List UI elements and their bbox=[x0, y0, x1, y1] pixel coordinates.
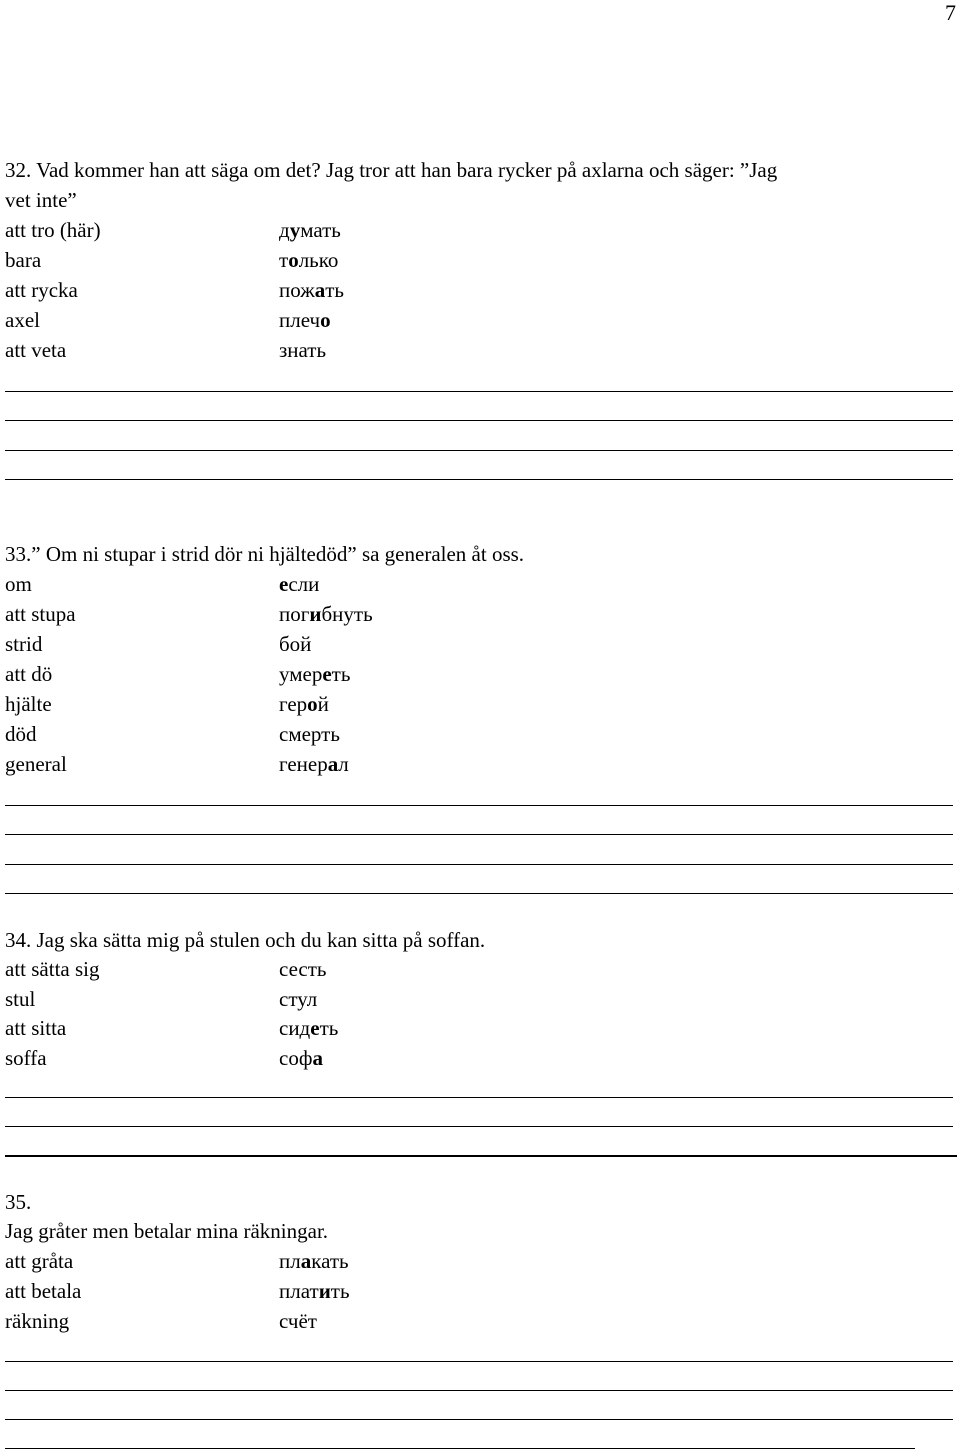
vocab-swedish-word: om bbox=[5, 572, 32, 596]
vocab-swedish-word: att dö bbox=[5, 662, 53, 686]
vocab-russian-word: софа bbox=[279, 1045, 323, 1070]
answer-line bbox=[5, 1126, 953, 1127]
vocab-russian-word: счёт bbox=[279, 1309, 317, 1333]
vocab-russian-word: платить bbox=[279, 1279, 350, 1303]
answer-line bbox=[5, 864, 953, 865]
vocab-swedish-word: att veta bbox=[5, 338, 67, 362]
vocab-russian-word: плечо bbox=[279, 308, 331, 332]
vocab-swedish-word: död bbox=[5, 722, 37, 746]
answer-line bbox=[5, 479, 953, 480]
vocab-swedish-word: räkning bbox=[5, 1309, 70, 1333]
vocab-swedish-word: axel bbox=[5, 308, 40, 332]
vocab-swedish-word: soffa bbox=[5, 1045, 47, 1070]
exercise-32-sentence-line-2: vet inte” bbox=[5, 188, 77, 212]
stressed-vowel: а bbox=[314, 278, 326, 302]
exercise-35-number: 35. bbox=[5, 1190, 32, 1214]
vocab-russian-word: думать bbox=[279, 218, 341, 242]
vocab-russian-word: плакать bbox=[279, 1249, 349, 1273]
vocab-swedish-word: stul bbox=[5, 986, 36, 1011]
vocab-swedish-word: strid bbox=[5, 632, 43, 656]
vocab-swedish-word: att tro (här) bbox=[5, 218, 101, 242]
vocab-russian-word: погибнуть bbox=[279, 602, 373, 626]
answer-line bbox=[5, 1361, 953, 1362]
stressed-vowel: а bbox=[327, 752, 339, 776]
exercise-34-sentence: 34. Jag ska sätta mig på stulen och du kan sitta på soffan. bbox=[5, 928, 486, 952]
answer-line bbox=[5, 420, 953, 421]
vocab-russian-word: знать bbox=[279, 338, 327, 362]
stressed-vowel: е bbox=[322, 662, 332, 686]
exercise-32-sentence-line-1: 32. Vad kommer han att säga om det? Jag tror att han bara rycker på axlarna och säger: ”Jag bbox=[5, 158, 778, 182]
stressed-vowel: а bbox=[300, 1249, 312, 1273]
vocab-swedish-word: hjälte bbox=[5, 692, 52, 716]
vocab-russian-word: пожать bbox=[279, 278, 344, 302]
vocab-swedish-word: general bbox=[5, 752, 67, 776]
vocab-russian-word: смерть bbox=[279, 722, 340, 746]
vocab-russian-word: герой bbox=[279, 692, 329, 716]
vocab-russian-word: только bbox=[279, 248, 339, 272]
answer-line bbox=[5, 450, 953, 451]
vocab-russian-word: сесть bbox=[279, 957, 327, 981]
answer-line bbox=[5, 834, 953, 835]
exercise-35-sentence: Jag gråter men betalar mina räkningar. bbox=[5, 1219, 329, 1243]
vocab-swedish-word: att sätta sig bbox=[5, 957, 100, 981]
vocab-russian-word: умереть bbox=[279, 662, 351, 686]
vocab-swedish-word: att gråta bbox=[5, 1249, 74, 1273]
vocab-russian-word: генерал bbox=[279, 752, 349, 776]
answer-line bbox=[5, 1448, 915, 1449]
page-number: 7 bbox=[945, 0, 956, 25]
stressed-vowel: о bbox=[320, 308, 331, 332]
stressed-vowel: о bbox=[307, 692, 318, 716]
vocab-russian-word: бой bbox=[279, 632, 312, 656]
answer-line bbox=[5, 1419, 953, 1420]
answer-line bbox=[5, 893, 953, 894]
answer-line bbox=[5, 805, 953, 806]
stressed-vowel: е bbox=[279, 572, 289, 596]
stressed-vowel: и bbox=[309, 602, 322, 626]
stressed-vowel: о bbox=[288, 248, 299, 272]
answer-line bbox=[5, 391, 953, 392]
vocab-swedish-word: att betala bbox=[5, 1279, 82, 1303]
stressed-vowel: у bbox=[289, 218, 301, 242]
vocab-russian-word: если bbox=[279, 572, 320, 596]
answer-line bbox=[5, 1097, 953, 1098]
vocab-swedish-word: att sitta bbox=[5, 1016, 67, 1040]
vocab-russian-word: стул bbox=[279, 986, 318, 1011]
stressed-vowel: и bbox=[318, 1279, 331, 1303]
answer-line bbox=[5, 1155, 957, 1157]
answer-line bbox=[5, 1390, 953, 1391]
vocab-swedish-word: att stupa bbox=[5, 602, 76, 626]
stressed-vowel: а bbox=[312, 1045, 323, 1070]
vocab-russian-word: сидеть bbox=[279, 1016, 339, 1040]
vocab-swedish-word: att rycka bbox=[5, 278, 78, 302]
vocab-swedish-word: bara bbox=[5, 248, 42, 272]
stressed-vowel: е bbox=[310, 1016, 320, 1040]
exercise-33-sentence: 33.” Om ni stupar i strid dör ni hjältedöd” sa generalen åt oss. bbox=[5, 542, 525, 566]
